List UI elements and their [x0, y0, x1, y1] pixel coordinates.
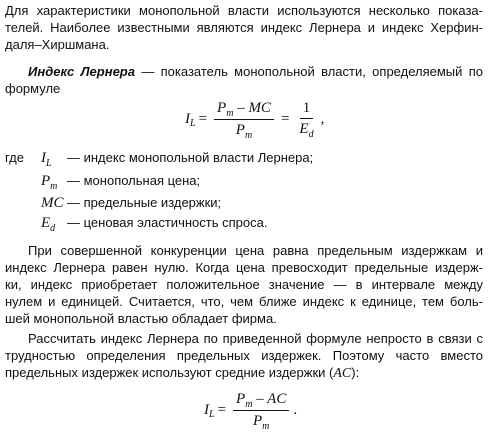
para3-line-3-pre: предельных издержек используют средние издержки ( — [5, 365, 334, 380]
formula1-denominator: $P_m$ — [235, 121, 253, 141]
lerner-formula — [185, 97, 324, 141]
formula1-numerator-2: 1 — [300, 99, 314, 119]
intro-line-2: телей. Наиболее известными являются индекс Лернера и индекс Херфин- — [5, 20, 483, 35]
formula1-lhs: I — [185, 110, 190, 127]
para3-line-3 — [5, 364, 359, 382]
formula1-numerator: $P_m$ – MC — [214, 99, 274, 120]
para2-line-3: ки, индекс приобретает положительное значение — в интервале между — [5, 277, 483, 292]
where-row-3 — [5, 193, 475, 213]
where-text-3: — предельные издержки; — [67, 195, 222, 210]
formula2-lhs: I — [204, 401, 209, 418]
formula2-denominator: $P_m$ — [252, 412, 270, 432]
where-text-2: — монопольная цена; — [67, 173, 201, 188]
para3-line-1: Рассчитать индекс Лернера по приведенной формуле непросто в связи с — [28, 331, 483, 346]
para2-line-4: нулем и единицей. Считается, что, чем ближе индекс к единице, тем боль- — [5, 294, 483, 309]
formula2-tail: . — [293, 401, 298, 418]
lerner-definition-text: — показатель монопольной власти, определяемый по — [134, 64, 483, 79]
formula1-fraction-2 — [296, 99, 316, 139]
para3-ac: AC — [333, 366, 352, 381]
where-row-1 — [5, 148, 475, 168]
formula2-lhs-sub: L — [209, 408, 215, 420]
intro-line-1: Для характеристики монопольной власти используются несколько показа- — [5, 3, 483, 18]
where-symbol-2: $P_m$ — [41, 173, 58, 192]
formula1-tail: , — [320, 110, 325, 127]
para2-line-1: При совершенной конкуренции цена равна предельным издержкам и — [28, 243, 483, 258]
where-symbol-1: $I_L$ — [41, 150, 52, 169]
where-text-1: — индекс монопольной власти Лернера; — [67, 150, 314, 165]
lerner-term: Индекс Лернера — [28, 64, 135, 79]
where-text-4: — ценовая эластичность спроса. — [67, 215, 268, 230]
formula1-denominator-2: $E_d$ — [299, 121, 314, 140]
formula1-lhs-sub: L — [190, 117, 196, 129]
where-symbol-4: $E_d$ — [41, 215, 56, 234]
lerner-definition-line-2: формуле — [5, 81, 61, 96]
where-symbol-3: MC — [41, 195, 64, 211]
lerner-formula-ac — [204, 388, 297, 432]
lerner-definition-line-1 — [28, 63, 483, 80]
formula2-numerator: $P_m$ – AC — [233, 390, 289, 411]
where-row-2 — [5, 171, 475, 191]
para2-line-2: индекс Лернера равен нулю. Когда цена превосходит предельные издерж- — [5, 260, 483, 275]
formula1-equals: = — [198, 110, 208, 127]
where-label: где — [5, 150, 24, 165]
formula2-equals: = — [217, 401, 227, 418]
intro-line-3: даля–Хиршмана. — [5, 37, 110, 52]
para2-line-5: шей монопольной властью обладает фирма. — [5, 311, 277, 326]
para3-line-2: трудностью определения предельных издержек. Поэтому часто вместо — [5, 348, 483, 363]
formula1-equals-2: = — [280, 110, 290, 127]
formula1-fraction-1 — [214, 99, 274, 140]
formula2-fraction — [233, 390, 289, 431]
where-row-4 — [5, 213, 475, 233]
para3-line-3-post: ): — [351, 365, 360, 380]
